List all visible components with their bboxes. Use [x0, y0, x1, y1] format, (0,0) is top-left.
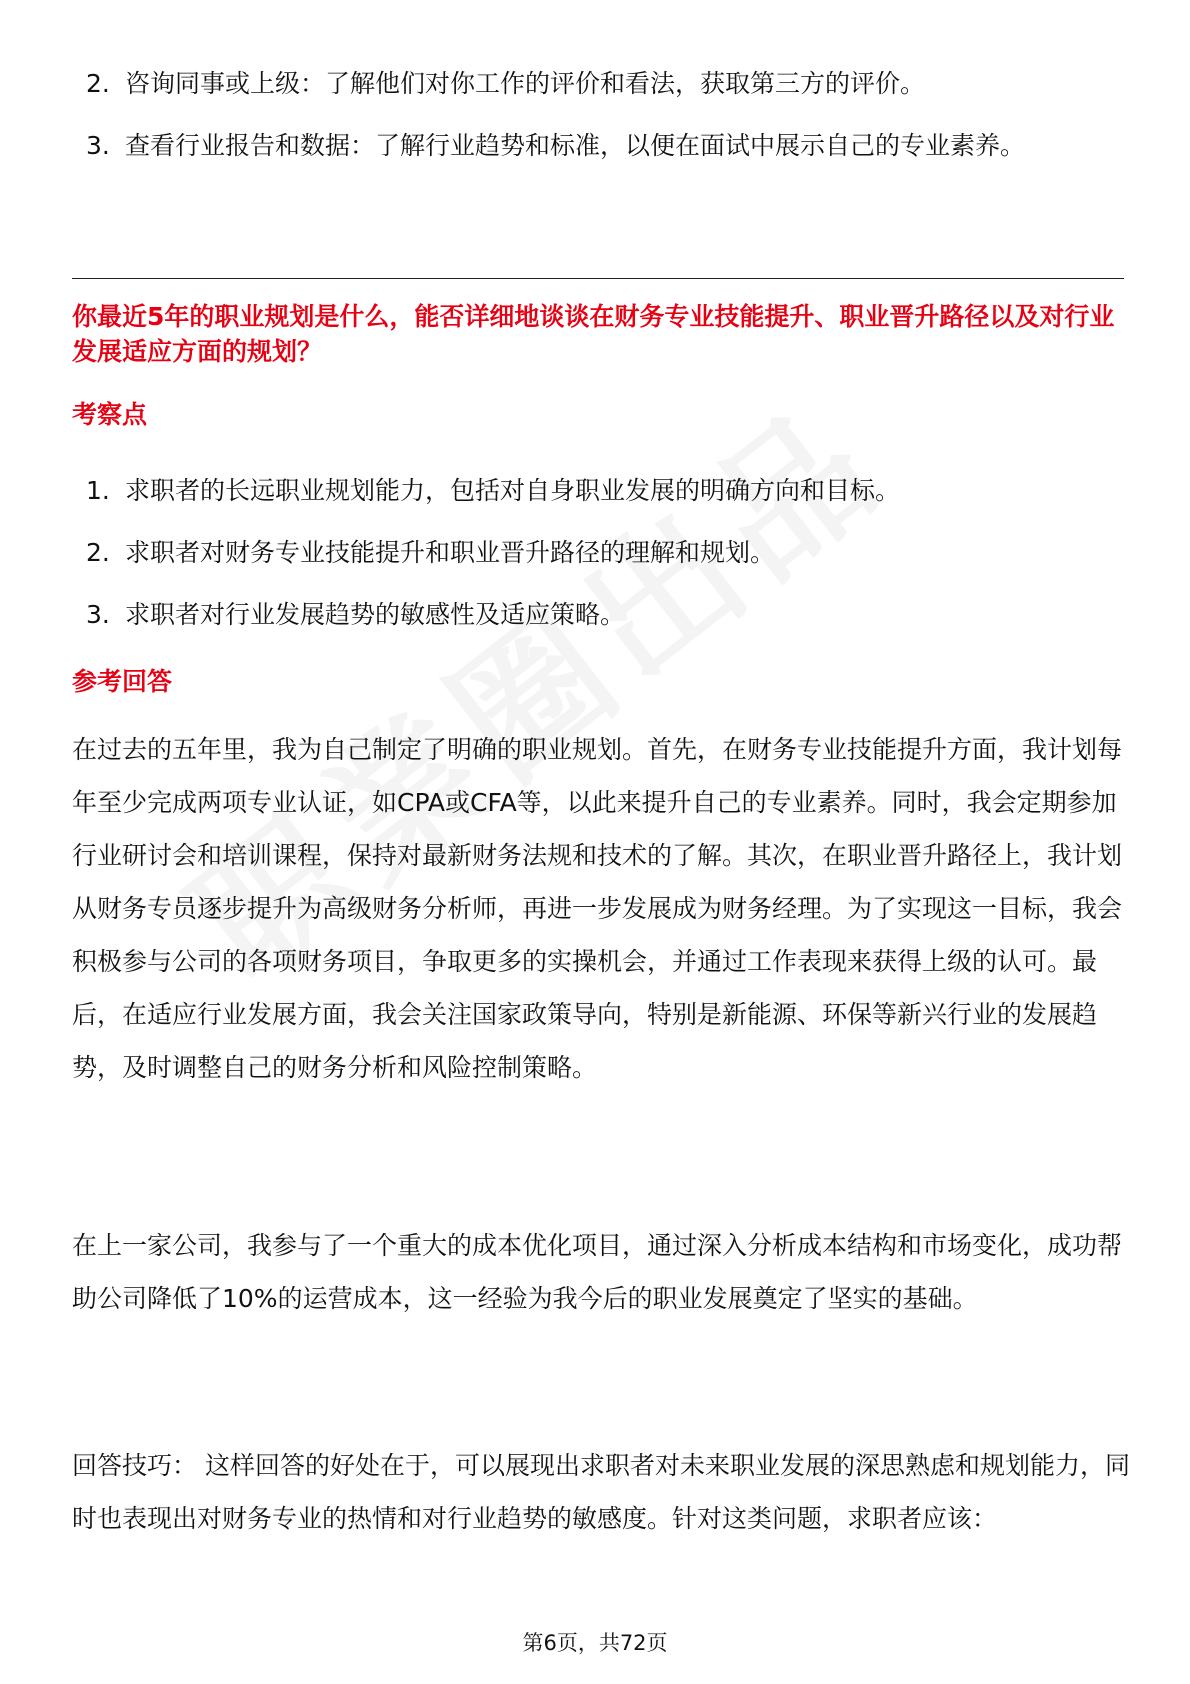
list-number: 3. [86, 600, 110, 629]
list-number: 2. [86, 69, 110, 98]
list-text: 求职者对行业发展趋势的敏感性及适应策略。 [125, 600, 626, 629]
list-number: 3. [86, 131, 110, 160]
focus-list [72, 460, 1122, 646]
list-item [72, 115, 1122, 177]
answer-paragraph: 在过去的五年里，我为自己制定了明确的职业规划。首先，在财务专业技能提升方面，我计划每年至少完成两项专业认证，如CPA或CFA等，以此来提升自己的专业素养。同时，我会定期参加行业研讨会和培训课程，保持对最新财务法规和技术的了解。其次，在职业晋升路径上，我计划从财务专员逐步提升为高级财务分析师，再进一步发展成为财务经理。为了实现这一目标，我会积极参与公司的各项财务项目，争取更多的实操机会，并通过工作表现来获得上级的认可。最后，在适应行业发展方面，我会关注国家政策导向，特别是新能源、环保等新兴行业的发展趋势，及时调整自己的财务分析和风险控制策略。 [72, 735, 1123, 1082]
list-number: 1. [86, 476, 110, 505]
interview-question: 你最近5年的职业规划是什么，能否详细地谈谈在财务专业技能提升、职业晋升路径以及对行业发展适应方面的规划？ [72, 302, 1115, 366]
list-text: 咨询同事或上级：了解他们对你工作的评价和看法，获取第三方的评价。 [125, 69, 926, 98]
answer-heading: 参考回答 [72, 667, 173, 696]
list-text: 求职者的长远职业规划能力，包括对自身职业发展的明确方向和目标。 [125, 476, 901, 505]
answer-tips-paragraph: 回答技巧： 这样回答的好处在于，可以展现出求职者对未来职业发展的深思熟虑和规划能力，同时也表现出对财务专业的热情和对行业趋势的敏感度。针对这类问题，求职者应该： [72, 1451, 1130, 1533]
list-item [72, 522, 1122, 584]
list-number: 2. [86, 538, 110, 567]
list-item [72, 53, 1122, 115]
list-item [72, 584, 1122, 646]
continued-list [72, 53, 1122, 177]
list-text: 查看行业报告和数据：了解行业趋势和标准，以便在面试中展示自己的专业素养。 [125, 131, 1026, 160]
list-item [72, 460, 1122, 522]
list-text: 求职者对财务专业技能提升和职业晋升路径的理解和规划。 [125, 538, 776, 567]
page-footer: 第6页，共72页 [522, 1631, 668, 1655]
section-divider [72, 278, 1124, 279]
answer-paragraph: 在上一家公司，我参与了一个重大的成本优化项目，通过深入分析成本结构和市场变化，成功帮助公司降低了10%的运营成本，这一经验为我今后的职业发展奠定了坚实的基础。 [72, 1231, 1123, 1313]
focus-heading: 考察点 [72, 400, 148, 429]
